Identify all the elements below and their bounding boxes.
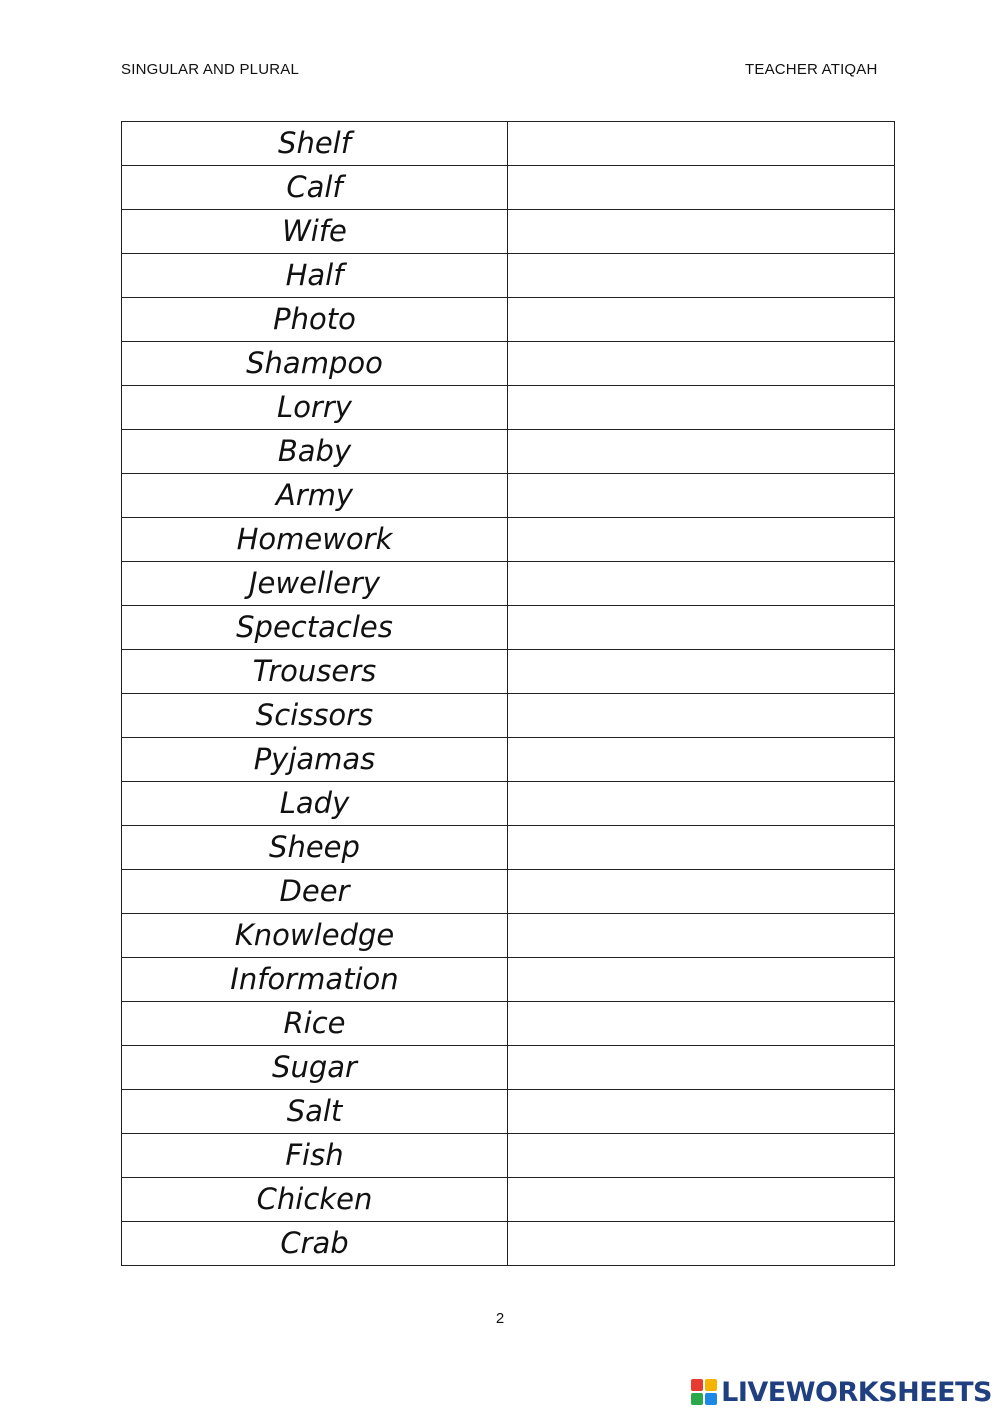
table-row: [122, 342, 895, 386]
singular-word: Pyjamas: [122, 738, 508, 782]
plural-answer-cell[interactable]: [508, 958, 895, 1002]
plural-answer-cell[interactable]: [508, 298, 895, 342]
singular-word: Fish: [122, 1134, 508, 1178]
singular-word: Calf: [122, 166, 508, 210]
table-row: [122, 1222, 895, 1266]
singular-word: Lorry: [122, 386, 508, 430]
plural-answer-cell[interactable]: [508, 738, 895, 782]
singular-plural-table: [121, 121, 895, 1266]
table-row: [122, 694, 895, 738]
page-number: 2: [495, 1310, 505, 1327]
plural-answer-cell[interactable]: [508, 1178, 895, 1222]
table-row: [122, 166, 895, 210]
plural-answer-cell[interactable]: [508, 650, 895, 694]
table-row: [122, 826, 895, 870]
table-row: [122, 386, 895, 430]
singular-word: Lady: [122, 782, 508, 826]
table-row: [122, 1046, 895, 1090]
plural-answer-cell[interactable]: [508, 518, 895, 562]
singular-word: Salt: [122, 1090, 508, 1134]
table-row: [122, 474, 895, 518]
singular-word: Half: [122, 254, 508, 298]
plural-answer-cell[interactable]: [508, 694, 895, 738]
singular-word: Trousers: [122, 650, 508, 694]
plural-answer-cell[interactable]: [508, 870, 895, 914]
singular-word: Spectacles: [122, 606, 508, 650]
singular-word: Deer: [122, 870, 508, 914]
plural-answer-cell[interactable]: [508, 254, 895, 298]
singular-word: Shampoo: [122, 342, 508, 386]
plural-answer-cell[interactable]: [508, 1090, 895, 1134]
table-row: [122, 1090, 895, 1134]
plural-answer-cell[interactable]: [508, 342, 895, 386]
liveworksheets-logo-icon: [691, 1379, 717, 1405]
table-row: [122, 210, 895, 254]
table-row: [122, 1178, 895, 1222]
table-row: [122, 870, 895, 914]
plural-answer-cell[interactable]: [508, 430, 895, 474]
singular-word: Jewellery: [122, 562, 508, 606]
plural-answer-cell[interactable]: [508, 1002, 895, 1046]
table-body: [122, 122, 895, 1266]
singular-word: Information: [122, 958, 508, 1002]
plural-answer-cell[interactable]: [508, 606, 895, 650]
brand-footer[interactable]: [691, 1375, 992, 1409]
singular-word: Crab: [122, 1222, 508, 1266]
singular-word: Wife: [122, 210, 508, 254]
plural-answer-cell[interactable]: [508, 826, 895, 870]
singular-word: Photo: [122, 298, 508, 342]
header-teacher: TEACHER ATIQAH: [745, 61, 878, 78]
table-row: [122, 562, 895, 606]
plural-answer-cell[interactable]: [508, 122, 895, 166]
singular-word: Sheep: [122, 826, 508, 870]
singular-word: Rice: [122, 1002, 508, 1046]
plural-answer-cell[interactable]: [508, 386, 895, 430]
table-row: [122, 298, 895, 342]
plural-answer-cell[interactable]: [508, 210, 895, 254]
table-row: [122, 1002, 895, 1046]
brand-name: LIVEWORKSHEETS: [721, 1376, 992, 1408]
singular-word: Shelf: [122, 122, 508, 166]
singular-word: Chicken: [122, 1178, 508, 1222]
plural-answer-cell[interactable]: [508, 166, 895, 210]
table-row: [122, 606, 895, 650]
plural-answer-cell[interactable]: [508, 1134, 895, 1178]
table-row: [122, 518, 895, 562]
header-title: SINGULAR AND PLURAL: [121, 61, 300, 78]
singular-word: Knowledge: [122, 914, 508, 958]
table-row: [122, 782, 895, 826]
table-row: [122, 1134, 895, 1178]
plural-answer-cell[interactable]: [508, 914, 895, 958]
plural-answer-cell[interactable]: [508, 782, 895, 826]
plural-answer-cell[interactable]: [508, 1046, 895, 1090]
plural-answer-cell[interactable]: [508, 474, 895, 518]
singular-word: Army: [122, 474, 508, 518]
table-row: [122, 122, 895, 166]
table-row: [122, 738, 895, 782]
plural-answer-cell[interactable]: [508, 562, 895, 606]
table-row: [122, 914, 895, 958]
singular-word: Scissors: [122, 694, 508, 738]
table-row: [122, 430, 895, 474]
singular-word: Homework: [122, 518, 508, 562]
singular-word: Sugar: [122, 1046, 508, 1090]
table-row: [122, 958, 895, 1002]
table-row: [122, 650, 895, 694]
singular-word: Baby: [122, 430, 508, 474]
table-row: [122, 254, 895, 298]
plural-answer-cell[interactable]: [508, 1222, 895, 1266]
